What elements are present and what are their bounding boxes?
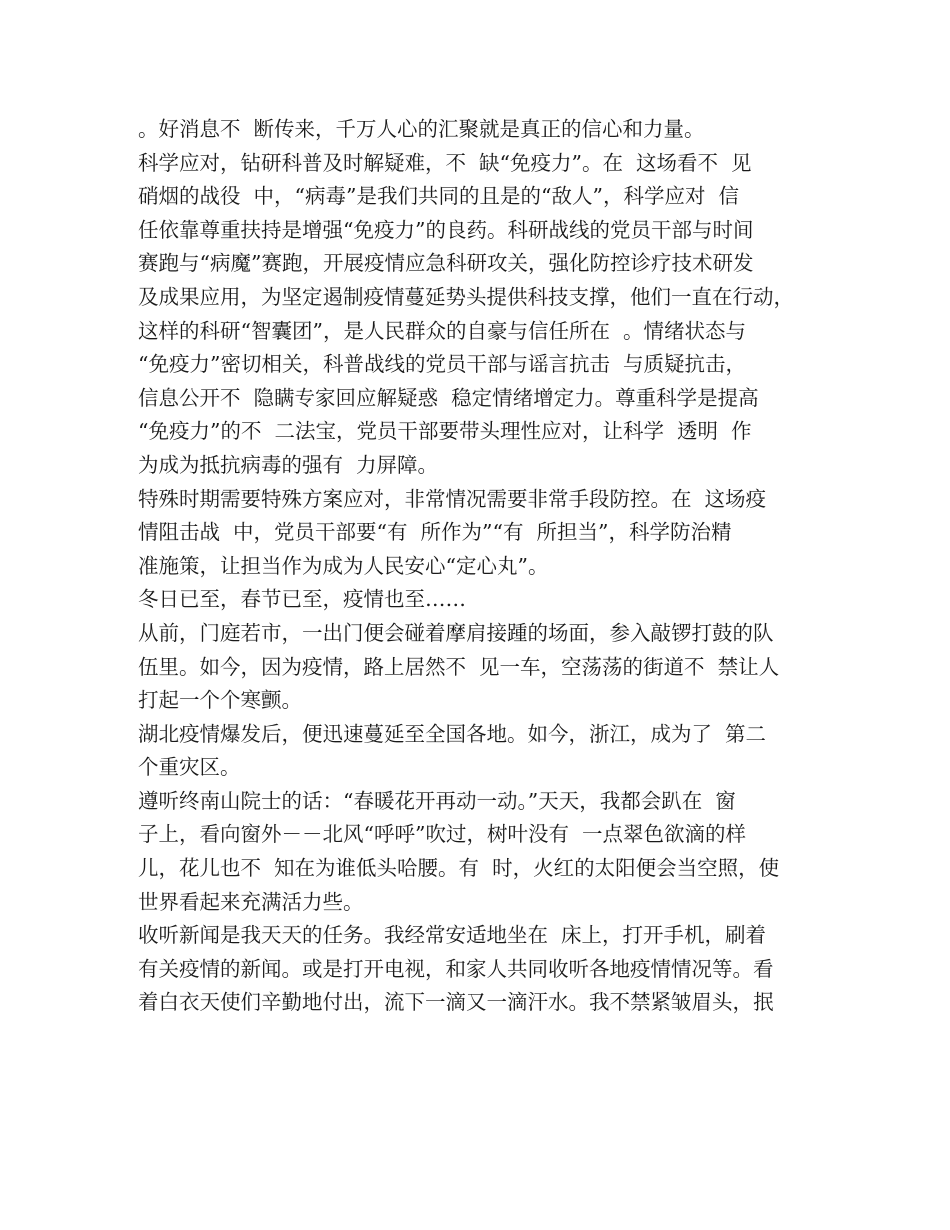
text-line: 特殊时期需要特殊方案应对，非常情况需要非常手段防控。在 这场疫 <box>138 486 767 511</box>
text-line: 收听新闻是我天天的任务。我经常安适地坐在 床上，打开手机，刷着 <box>138 923 767 948</box>
text-line: “免疫力”的不 二法宝，党员干部要带头理性应对，让科学 透明 作 <box>138 419 752 444</box>
text-line: 世界看起来充满活力些。 <box>138 889 364 914</box>
text-line: 从前，门庭若市，一出门便会碰着摩肩接踵的场面，参入敲锣打鼓的队 <box>138 620 774 645</box>
text-line: 打起一个个寒颤。 <box>138 688 302 713</box>
text-line: 湖北疫情爆发后，便迅速蔓延至全国各地。如今，浙江，成为了 第二 <box>138 721 767 746</box>
text-line: 信息公开不 隐瞒专家回应解疑惑 稳定情绪增定力。尊重科学是提高 <box>138 385 759 410</box>
text-line: 伍里。如今，因为疫情，路上居然不 见一车，空荡荡的街道不 禁让人 <box>138 654 780 679</box>
text-line: 着白衣天使们辛勤地付出，流下一滴又一滴汗水。我不禁紧皱眉头，抿 <box>138 990 774 1015</box>
text-line: 这样的科研“智囊团”，是人民群众的自豪与信任所在 。情绪状态与 <box>138 318 746 343</box>
text-line: 情阻击战 中，党员干部要“有 所作为”“有 所担当”，科学防治精 <box>138 520 732 545</box>
text-line: 赛跑与“病魔”赛跑，开展疫情应急科研攻关，强化防控诊疗技术研发 <box>138 251 754 276</box>
text-line: 子上，看向窗外－－北风“呼呼”吹过，树叶没有 一点翠色欲滴的样 <box>138 822 746 847</box>
text-line: 有关疫情的新闻。或是打开电视，和家人共同收听各地疫情情况等。看 <box>138 956 774 981</box>
text-line: 为成为抵抗病毒的强有 力屏障。 <box>138 452 439 477</box>
text-line: 准施策，让担当作为成为人民安心“定心丸”。 <box>138 553 549 578</box>
document-body <box>138 113 828 1020</box>
text-line: 硝烟的战役 中，“病毒”是我们共同的且是的“敌人”，科学应对 信 <box>138 184 739 209</box>
text-line: 冬日已至，春节已至，疫情也至…… <box>138 587 466 612</box>
text-line: 及成果应用，为坚定遏制疫情蔓延势头提供科技支撑，他们一直在行动， <box>138 284 794 309</box>
text-line: 任依靠尊重扶持是增强“免疫力”的良药。科研战线的党员干部与时间 <box>138 217 754 242</box>
text-line: 科学应对，钻研科普及时解疑难，不 缺“免疫力”。在 这场看不 见 <box>138 150 752 175</box>
text-line: 个重灾区。 <box>138 755 241 780</box>
text-line: “免疫力”密切相关，科普战线的党员干部与谣言抗击 与质疑抗击， <box>138 352 746 377</box>
text-line: 遵听终南山院士的话：“春暖花开再动一动。”天天，我都会趴在 窗 <box>138 788 736 813</box>
text-line: 。好消息不 断传来，千万人心的汇聚就是真正的信心和力量。 <box>138 117 705 141</box>
text-line: 儿，花儿也不 知在为谁低头哈腰。有 时，火红的太阳便会当空照，使 <box>138 856 780 881</box>
